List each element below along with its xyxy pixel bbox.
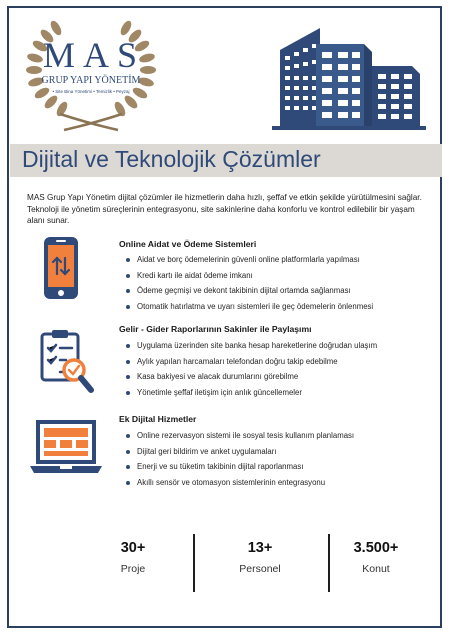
intro-paragraph: MAS Grup Yapı Yönetim dijital çözümler ile hizmetlerin daha hızlı, şeffaf ve etkin şekilde yürütülmesini sağlar. Teknoloji ile yönetim süreçlerinin entegrasyonu, site sakinlerine daha konforlu ve kontrol edilebilir bir yaşam alanı sunar. [27,193,422,225]
section-list-extra-services [124,431,429,494]
list-item: Uygulama üzerinden site banka hesap hareketlerine doğrudan ulaşım [124,341,429,357]
list-item: Enerji ve su tüketim takibinin dijital raporlanması [124,462,429,478]
company-logo [16,12,166,132]
list-item: Yönetimle şeffaf iletişim için anlık güncellemeler [124,388,429,404]
list-item: Kasa bakiyesi ve alacak durumlarını görebilme [124,372,429,388]
laptop-dashboard-icon [30,418,102,476]
logo-tagline: • Site Bina Yönetimi • Temizlik • Peyzaj [52,89,130,94]
page-title: Dijital ve Teknolojik Çözümler [22,146,321,172]
list-item: Aylık yapılan harcamaları telefondan doğru takip edebilme [124,357,429,373]
logo-subtitle: GRUP YAPI YÖNETİM [41,75,141,86]
section-list-reports [124,341,429,404]
stat-value: 30+ [120,540,146,556]
section-title-online-payment: Online Aidat ve Ödeme Sistemleri [119,239,257,249]
section-title-extra-services: Ek Dijital Hizmetler [119,414,197,424]
stat-label: Personel [239,563,281,575]
list-item: Ödeme geçmişi ve dekont takibinin dijital ortamda sağlanması [124,286,429,302]
section-list-online-payment [124,255,429,318]
stat-residences [316,540,436,575]
list-item: Dijital geri bildirim ve anket uygulamaları [124,447,429,463]
list-item: Kredi kartı ile aidat ödeme imkanı [124,271,429,287]
stat-projects [73,540,193,575]
logo-wordmark: MAS [42,35,146,75]
list-item: Aidat ve borç ödemelerinin güvenli online platformlarla yapılması [124,255,429,271]
building-icon [272,22,426,134]
list-item: Online rezervasyon sistemi ile sosyal tesis kullanım planlaması [124,431,429,447]
stat-staff [200,540,320,575]
stat-label: Konut [362,563,390,575]
stat-divider [193,534,195,592]
title-band [10,144,442,177]
list-item: Akıllı sensör ve otomasyon sistemlerinin entegrasyonu [124,478,429,494]
section-title-reports: Gelir - Gider Raporlarının Sakinler ile Paylaşımı [119,324,312,334]
stat-value: 3.500+ [353,540,399,556]
mobile-payment-icon [38,236,84,302]
report-magnifier-icon [36,328,96,394]
stat-label: Proje [120,563,146,575]
stat-value: 13+ [247,540,273,556]
list-item: Otomatik hatırlatma ve uyarı sistemleri ile geç ödemelerin önlenmesi [124,302,429,318]
